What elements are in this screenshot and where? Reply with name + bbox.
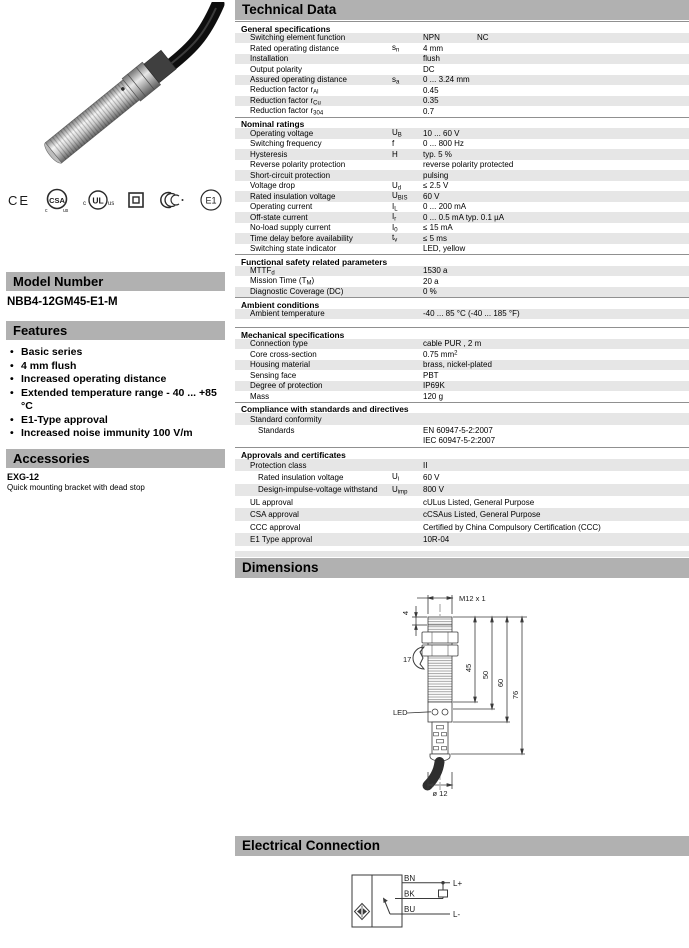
spec-row (235, 149, 689, 160)
spec-row (235, 233, 689, 244)
led-hole-2 (442, 709, 448, 715)
csa-prefix: c (45, 207, 48, 213)
dim-50-label: 50 (481, 670, 490, 680)
csa-text: CSA (49, 195, 66, 205)
spec-value: NPN NC (423, 33, 489, 43)
spec-value: cable PUR , 2 m (423, 339, 482, 349)
spec-value: IP69K (423, 381, 445, 391)
spec-symbol: f (392, 139, 395, 149)
spec-value: 20 a (423, 276, 439, 286)
spec-label: Mass (250, 391, 270, 401)
bullet-icon: • (10, 346, 14, 358)
spec-value: 0 % (423, 287, 437, 297)
spec-symbol: $U_B$ (392, 128, 402, 139)
tip-dim-label: 4 (401, 610, 410, 616)
spec-label: Mission Time $(T_M)$ (250, 276, 315, 287)
bullet-icon: • (10, 427, 14, 439)
product-photo (6, 2, 225, 186)
feature-text: 4 mm flush (21, 359, 77, 372)
spec-value: 800 V (423, 485, 444, 495)
accessory-name: EXG-12 (7, 472, 40, 482)
spec-value: 0 ... 0.5 mA typ. 0.1 µA (423, 212, 505, 222)
spec-value: LED, yellow (423, 244, 466, 254)
spec-value: cCSAus Listed, General Purpose (423, 510, 541, 520)
feature-item (7, 360, 219, 374)
feature-item (7, 387, 219, 414)
spec-row (235, 33, 689, 44)
spec-value: brass, nickel-plated (423, 360, 492, 370)
spec-value: 60 V (423, 191, 440, 201)
feature-text: Increased operating distance (21, 373, 167, 385)
spec-row (235, 266, 689, 277)
hex-nut-2 (422, 645, 458, 656)
spec-row (235, 75, 689, 86)
spec-row (235, 85, 689, 96)
spec-value: ≤ 5 ms (423, 233, 447, 243)
bullet-icon: • (10, 386, 14, 399)
spec-section-header: Mechanical specifications (235, 327, 689, 339)
terminal-lplus-label: L+ (453, 879, 463, 888)
spec-label: Rated insulation voltage (258, 472, 344, 482)
bullet-icon: • (10, 359, 14, 372)
dimensions-header: Dimensions (235, 558, 689, 578)
spec-label: Protection class (250, 460, 307, 470)
spec-label: Design-impulse-voltage withstand (258, 485, 378, 495)
spec-label: $MTTF_d$ (250, 265, 275, 276)
certification-row (8, 188, 223, 216)
spec-label: E1 Type approval (250, 534, 313, 544)
spec-label: Hysteresis (250, 149, 288, 159)
spec-row (235, 425, 689, 447)
spec-row (235, 181, 689, 192)
spec-row (235, 96, 689, 107)
spec-row (235, 276, 689, 287)
spec-label: UL approval (250, 497, 293, 507)
spec-value: 120 g (423, 391, 444, 401)
culus-mark-icon (82, 188, 114, 217)
spec-label: Short-circuit protection (250, 170, 331, 180)
spec-label: CCC approval (250, 522, 301, 532)
spec-value: 1530 a (423, 266, 448, 276)
cable-stub (428, 762, 440, 786)
sensor-photo-graphic (6, 2, 225, 186)
spec-label: Switching state indicator (250, 244, 337, 254)
feature-item (7, 427, 219, 441)
csa-suffix: us (63, 207, 69, 213)
ul-text: UL (92, 195, 105, 205)
feature-item (7, 414, 219, 428)
spec-value: 10R-04 (423, 534, 450, 544)
spec-row (235, 471, 689, 483)
spec-row (235, 484, 689, 496)
feature-text: Increased noise immunity 100 V/m (21, 427, 193, 439)
spec-label: Reverse polarity protection (250, 160, 346, 170)
spec-value: ≤ 2.5 V (423, 181, 449, 191)
spec-label: Switching element function (250, 33, 346, 43)
wrench-size-label: 17 (403, 655, 412, 664)
spec-value: cULus Listed, General Purpose (423, 497, 535, 507)
spec-label: Housing material (250, 360, 311, 370)
spec-value: ≤ 15 mA (423, 223, 453, 233)
bullet-icon: • (10, 413, 14, 426)
led-label: LED (393, 708, 408, 717)
cable-relief (432, 722, 448, 754)
nc-contact-lever (385, 901, 391, 915)
spec-row (235, 43, 689, 54)
spec-symbol: $U_d$ (392, 180, 402, 191)
spec-value: 0.45 (423, 85, 439, 95)
dim-76-label: 76 (511, 690, 520, 700)
spec-row (235, 391, 689, 402)
spec-row (235, 349, 689, 360)
led-hole-1 (432, 709, 438, 715)
spec-symbol: $s_a$ (392, 74, 400, 85)
spec-symbol: $U_{BIS}$ (392, 191, 408, 202)
spec-row (235, 191, 689, 202)
spec-row (235, 360, 689, 371)
spec-section-header: Nominal ratings (235, 117, 689, 129)
spec-section-header: Functional safety related parameters (235, 254, 689, 266)
accessory-description: Quick mounting bracket with dead stop (7, 483, 145, 492)
spec-section-header: Ambient conditions (235, 297, 689, 309)
spec-row (235, 212, 689, 223)
electrical-connection-header: Electrical Connection (235, 836, 689, 856)
spec-symbol: $I_L$ (392, 201, 398, 212)
spec-symbol: $I_r$ (392, 212, 397, 223)
spec-symbol: $U_{imp}$ (392, 484, 408, 496)
spec-value: 0 ... 800 Hz (423, 139, 464, 149)
feature-text: Extended temperature range - 40 ... +85 °C (21, 386, 217, 412)
spec-value (423, 426, 689, 446)
spec-symbol: $t_v$ (392, 233, 398, 244)
spec-row (235, 139, 689, 150)
spec-row (235, 202, 689, 213)
spec-value: 0 ... 200 mA (423, 202, 467, 212)
spec-value: pulsing (423, 170, 449, 180)
bullet-icon: • (10, 373, 14, 385)
spec-label: Standards (258, 426, 295, 436)
spec-label: Connection type (250, 339, 308, 349)
model-number-header: Model Number (6, 272, 225, 291)
accessories-header: Accessories (6, 449, 225, 468)
spec-value: PBT (423, 370, 439, 380)
main-column (235, 0, 689, 948)
spec-section-header: General specifications (235, 21, 689, 33)
ccc-mark-icon (157, 189, 187, 216)
spec-label: Ambient temperature (250, 309, 325, 319)
spec-label: Operating voltage (250, 128, 314, 138)
spec-value: -40 ... 85 °C (-40 ... 185 °F) (423, 309, 520, 319)
spec-row (235, 160, 689, 171)
spec-value: 10 ... 60 V (423, 128, 460, 138)
spec-row (235, 459, 689, 471)
model-number-value: NBB4-12GM45-E1-M (7, 296, 118, 308)
spec-value: DC (423, 64, 435, 74)
spec-label: Installation (250, 54, 289, 64)
spec-label: Voltage drop (250, 181, 295, 191)
ce-mark-icon (8, 192, 32, 213)
wire-bn-label: BN (404, 874, 416, 883)
spec-label: Assured operating distance (250, 75, 347, 85)
spec-row (235, 244, 689, 255)
spec-row (235, 106, 689, 117)
spec-value: II (423, 460, 428, 470)
spec-value: Certified by China Compulsory Certification (CCC) (423, 522, 601, 532)
spec-value: 0.75 $mm^2$ (423, 349, 458, 359)
spec-row (235, 223, 689, 234)
dim-45-label: 45 (464, 663, 473, 673)
feature-text: Basic series (21, 346, 83, 358)
spec-value: reverse polarity protected (423, 160, 514, 170)
terminal-lminus-label: L- (453, 910, 461, 919)
technical-data-header: Technical Data (235, 0, 689, 20)
spec-row (235, 170, 689, 181)
spec-row (235, 533, 689, 545)
spec-value: 0 ... 3.24 mm (423, 75, 470, 85)
spec-row (235, 413, 689, 425)
spec-label: Rated insulation voltage (250, 191, 336, 201)
spec-value-line: IEC 60947-5-2:2007 (423, 436, 496, 446)
sensor-body (41, 48, 178, 167)
spec-row (235, 128, 689, 139)
feature-item (7, 373, 219, 387)
spec-spacer (235, 319, 689, 327)
features-list (7, 346, 219, 441)
spec-label: Time delay before availability (250, 233, 353, 243)
spec-row (235, 508, 689, 520)
spec-row (235, 521, 689, 533)
spec-row (235, 309, 689, 320)
diameter-label: ø 12 (432, 789, 448, 798)
spec-row (235, 54, 689, 65)
wiring-diagram (347, 872, 522, 936)
ce-text: CE (8, 192, 31, 208)
spec-symbol: $s_n$ (392, 43, 400, 54)
spec-label: Switching frequency (250, 139, 322, 149)
spec-label: Core cross-section (250, 349, 317, 359)
spec-row (235, 370, 689, 381)
spec-section-header: Approvals and certificates (235, 447, 689, 459)
thread-dim-label: M12 x 1 (459, 594, 486, 603)
spec-label: Sensing face (250, 370, 297, 380)
dim-60-label: 60 (496, 678, 505, 688)
spec-row (235, 339, 689, 350)
csa-mark-icon (44, 187, 70, 218)
spec-value-secondary: NC (477, 33, 489, 43)
spec-value: typ. 5 % (423, 149, 452, 159)
spec-label: Degree of protection (250, 381, 323, 391)
wire-bk-label: BK (404, 889, 415, 899)
threaded-barrel (428, 617, 452, 702)
dimension-drawing (375, 582, 605, 832)
spec-label: Standard conformity (250, 414, 322, 424)
spec-value: 0.35 (423, 96, 439, 106)
sensor-cable (163, 4, 218, 71)
e1-text: E1 (205, 195, 217, 205)
spec-value: 0.7 (423, 106, 435, 116)
spec-value: 4 mm (423, 43, 443, 53)
sensor-symbol-box (352, 875, 402, 927)
spec-symbol: $U_i$ (392, 472, 400, 483)
spec-symbol: $I_0$ (392, 222, 398, 233)
spec-label: Reduction factor $r_{304}$ (250, 106, 324, 117)
spec-section-header: Compliance with standards and directives (235, 402, 689, 414)
e1-mark-icon (199, 188, 223, 217)
spec-symbol: H (392, 149, 398, 159)
spec-value: 60 V (423, 472, 440, 482)
spec-value: flush (423, 54, 440, 64)
feature-text: E1-Type approval (21, 413, 108, 426)
ul-prefix: c (83, 200, 87, 207)
wire-bu-label: BU (404, 905, 416, 914)
spec-label: Operating current (250, 202, 313, 212)
protection-class-ii-icon (127, 191, 145, 214)
spec-row (235, 64, 689, 75)
spec-label: CSA approval (250, 510, 299, 520)
spec-label: Diagnostic Coverage (DC) (250, 287, 344, 297)
table-end-stripe (235, 551, 689, 557)
spec-row (235, 287, 689, 298)
spec-value-line: EN 60947-5-2:2007 (423, 426, 493, 436)
feature-item (7, 346, 219, 360)
spec-label: Off-state current (250, 212, 308, 222)
spec-label: Output polarity (250, 64, 303, 74)
spec-label: Reduction factor $r_{Al}$ (250, 85, 319, 96)
features-header: Features (6, 321, 225, 340)
spec-label: Reduction factor $r_{Cu}$ (250, 95, 321, 106)
load-symbol (439, 890, 448, 897)
technical-data-table (235, 21, 689, 546)
spec-row (235, 381, 689, 392)
hex-nut-1 (422, 632, 458, 643)
spec-label: Rated operating distance (250, 43, 339, 53)
spec-row (235, 496, 689, 508)
spec-label: No-load supply current (250, 223, 331, 233)
ul-suffix: us (108, 200, 115, 207)
